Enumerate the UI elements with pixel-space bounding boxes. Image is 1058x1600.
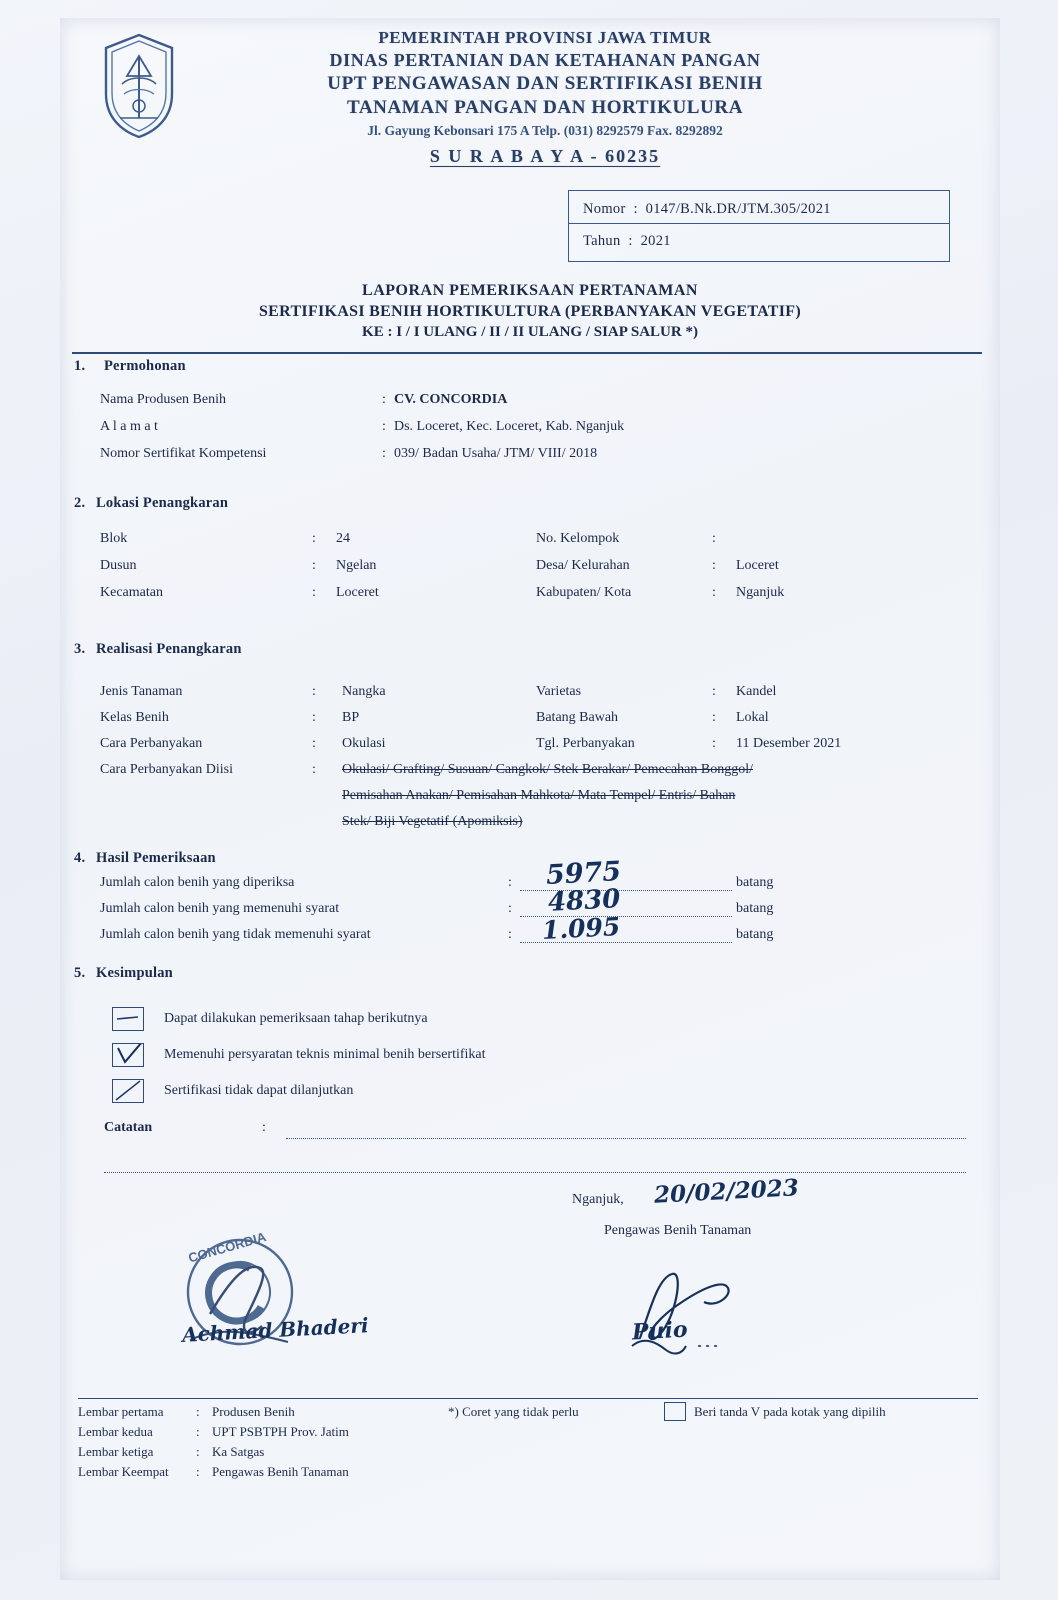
header-line-4: TANAMAN PANGAN DAN HORTIKULURA <box>346 97 744 118</box>
label-jumlah-tidak-memenuhi: Jumlah calon benih yang tidak memenuhi syarat <box>100 927 371 942</box>
footer-copy-4-value: Pengawas Benih Tanaman <box>212 1464 349 1479</box>
value-tgl-perbanyakan: 11 Desember 2021 <box>736 736 842 751</box>
value-jenis-tanaman: Nangka <box>342 684 386 699</box>
header-line-3: UPT PENGAWASAN DAN SERTIFIKASI BENIH <box>327 73 763 94</box>
checkbox-kesimpulan-1[interactable] <box>112 1007 144 1031</box>
footer-note-checkbox: Beri tanda V pada kotak yang dipilih <box>694 1404 886 1419</box>
footer-copy-1-value: Produsen Benih <box>212 1404 295 1419</box>
section-1-number: 1. <box>74 358 86 374</box>
section-3-heading: Realisasi Penangkaran <box>96 641 242 657</box>
unit-4-2: batang <box>736 927 774 942</box>
colon-3-l0: : <box>312 684 316 699</box>
value-batang-bawah: Lokal <box>736 710 769 725</box>
title-line-2: SERTIFIKASI BENIH HORTIKULTURA (PERBANYAKAN VEGETATIF) <box>258 303 801 320</box>
label-kesimpulan-2: Memenuhi persyaratan teknis minimal benih bersertifikat <box>164 1047 486 1062</box>
label-desa-kelurahan: Desa/ Kelurahan <box>536 558 630 573</box>
title-rule <box>72 352 982 354</box>
footer-copy-3-value: Ka Satgas <box>212 1444 265 1459</box>
value-jumlah-memenuhi: 4830 <box>547 884 622 918</box>
label-no-kelompok: No. Kelompok <box>536 531 620 546</box>
value-jumlah-diperiksa: 5975 <box>545 856 622 891</box>
colon-4-2: : <box>508 927 512 942</box>
unit-4-1: batang <box>736 901 774 916</box>
nomor-divider <box>569 223 949 224</box>
colon-3-r1: : <box>712 710 716 725</box>
label-tgl-perbanyakan: Tgl. Perbanyakan <box>536 736 635 751</box>
label-nomor-sertifikat-kompetensi: Nomor Sertifikat Kompetensi <box>100 446 267 461</box>
tahun-separator: : <box>624 233 637 249</box>
label-jenis-tanaman: Jenis Tanaman <box>100 684 183 699</box>
label-jumlah-memenuhi: Jumlah calon benih yang memenuhi syarat <box>100 901 340 916</box>
label-batang-bawah: Batang Bawah <box>536 710 619 725</box>
catatan-line-1[interactable] <box>286 1138 966 1139</box>
officer-signature <box>620 1250 780 1364</box>
label-nama-produsen: Nama Produsen Benih <box>100 392 226 407</box>
label-cara-perbanyakan-diisi: Cara Perbanyakan Diisi <box>100 762 233 777</box>
tahun-line <box>583 233 671 250</box>
nomor-box <box>568 190 950 262</box>
title-line-1: LAPORAN PEMERIKSAAN PERTANAMAN <box>362 282 698 299</box>
signature-date: 20/02/2023 <box>653 1174 800 1209</box>
unit-4-0: batang <box>736 875 774 890</box>
footer-copy-2-label: Lembar kedua <box>78 1424 153 1439</box>
document-title <box>90 282 970 341</box>
value-kelas-benih: BP <box>342 710 360 725</box>
checkbox-kesimpulan-3[interactable] <box>112 1079 144 1103</box>
label-blok: Blok <box>100 531 128 546</box>
value-nama-produsen: CV. CONCORDIA <box>394 392 508 407</box>
header-city: S U R A B A Y A - 60235 <box>429 146 661 166</box>
colon-3-r2: : <box>712 736 716 751</box>
colon-2-l1: : <box>312 558 316 573</box>
label-alamat: A l a m a t <box>100 419 158 434</box>
footer-copy-3-label: Lembar ketiga <box>78 1444 154 1459</box>
nomor-line <box>583 201 831 218</box>
footer-copy-3-colon: : <box>196 1444 200 1459</box>
footer-copy-1-label: Lembar pertama <box>78 1404 164 1419</box>
producer-signature-name: Achmad Bhaderi <box>181 1313 370 1347</box>
value-kecamatan: Loceret <box>336 585 379 600</box>
value-alamat: Ds. Loceret, Kec. Loceret, Kab. Nganjuk <box>394 419 625 434</box>
cara-perbanyakan-options-line-1: Okulasi/ Grafting/ Susuan/ Cangkok/ Stek Berakar/ Pemecahan Bonggol/ <box>342 762 753 777</box>
signature-role: Pengawas Benih Tanaman <box>604 1223 752 1238</box>
colon-2-r0: : <box>712 531 716 546</box>
label-kecamatan: Kecamatan <box>100 585 163 600</box>
colon-1-2: : <box>382 446 386 461</box>
colon-3-r0: : <box>712 684 716 699</box>
colon-2-r1: : <box>712 558 716 573</box>
label-kesimpulan-3: Sertifikasi tidak dapat dilanjutkan <box>164 1083 354 1098</box>
colon-1-0: : <box>382 392 386 407</box>
label-kesimpulan-1: Dapat dilakukan pemeriksaan tahap berikutnya <box>164 1011 428 1026</box>
label-kelas-benih: Kelas Benih <box>100 710 169 725</box>
label-kabupaten-kota: Kabupaten/ Kota <box>536 585 632 600</box>
header-line-2: DINAS PERTANIAN DAN KETAHANAN PANGAN <box>329 50 761 70</box>
section-5-heading: Kesimpulan <box>96 965 173 981</box>
title-line-3: KE : I / I ULANG / II / II ULANG / SIAP SALUR *) <box>362 324 698 340</box>
colon-3-l3: : <box>312 762 316 777</box>
header-address: Jl. Gayung Kebonsari 175 A Telp. (031) 8292579 Fax. 8292892 <box>367 123 723 138</box>
section-3-number: 3. <box>74 641 86 657</box>
section-4-heading: Hasil Pemeriksaan <box>96 850 216 866</box>
section-2-heading: Lokasi Penangkaran <box>96 495 229 511</box>
section-2-number: 2. <box>74 495 86 511</box>
label-cara-perbanyakan: Cara Perbanyakan <box>100 736 203 751</box>
checkbox-kesimpulan-2[interactable] <box>112 1043 144 1067</box>
colon-catatan: : <box>262 1120 266 1135</box>
colon-4-0: : <box>508 875 512 890</box>
cara-perbanyakan-options-line-2: Pemisahan Anakan/ Pemisahan Mahkota/ Mata Tempel/ Entris/ Bahan <box>342 788 736 803</box>
cara-perbanyakan-options-line-3: Stek/ Biji Vegetatif (Apomiksis) <box>342 814 523 829</box>
value-dusun: Ngelan <box>336 558 377 573</box>
colon-3-l2: : <box>312 736 316 751</box>
section-4-number: 4. <box>74 850 86 866</box>
value-jumlah-tidak-memenuhi: 1.095 <box>541 911 622 946</box>
value-cara-perbanyakan: Okulasi <box>342 736 386 751</box>
provincial-crest-icon <box>100 32 178 140</box>
colon-4-1: : <box>508 901 512 916</box>
label-varietas: Varietas <box>536 684 582 699</box>
value-nomor-sertifikat-kompetensi: 039/ Badan Usaha/ JTM/ VIII/ 2018 <box>394 446 598 461</box>
footer-rule <box>78 1398 978 1399</box>
officer-signature-name: Puio <box>631 1316 689 1346</box>
section-1-heading: Permohonan <box>104 358 186 374</box>
label-catatan: Catatan <box>104 1120 153 1135</box>
svg-text:CONCORDIA: CONCORDIA <box>186 1229 268 1266</box>
nomor-separator: : <box>629 201 642 217</box>
colon-2-l2: : <box>312 585 316 600</box>
colon-2-r2: : <box>712 585 716 600</box>
colon-2-l0: : <box>312 531 316 546</box>
document-header <box>90 28 970 167</box>
value-desa-kelurahan: Loceret <box>736 558 779 573</box>
nomor-label: Nomor <box>583 201 626 217</box>
catatan-line-2[interactable] <box>104 1172 966 1173</box>
header-line-1: PEMERINTAH PROVINSI JAWA TIMUR <box>378 28 712 47</box>
value-varietas: Kandel <box>736 684 777 699</box>
footer-copy-1-colon: : <box>196 1404 200 1419</box>
footer-checkbox-sample[interactable] <box>664 1402 686 1421</box>
label-dusun: Dusun <box>100 558 137 573</box>
footer-note-coret: *) Coret yang tidak perlu <box>448 1404 579 1419</box>
tahun-value: 2021 <box>640 233 671 249</box>
colon-1-1: : <box>382 419 386 434</box>
value-blok: 24 <box>336 531 350 546</box>
nomor-value: 0147/B.Nk.DR/JTM.305/2021 <box>645 201 831 217</box>
footer-copy-2-colon: : <box>196 1424 200 1439</box>
value-kabupaten-kota: Nganjuk <box>736 585 785 600</box>
section-5-number: 5. <box>74 965 86 981</box>
label-jumlah-diperiksa: Jumlah calon benih yang diperiksa <box>100 875 295 890</box>
tahun-label: Tahun <box>583 233 621 249</box>
footer-copy-2-value: UPT PSBTPH Prov. Jatim <box>212 1424 349 1439</box>
colon-3-l1: : <box>312 710 316 725</box>
footer-copy-4-colon: : <box>196 1464 200 1479</box>
footer-copy-4-label: Lembar Keempat <box>78 1464 169 1479</box>
signature-place: Nganjuk, <box>572 1192 624 1207</box>
